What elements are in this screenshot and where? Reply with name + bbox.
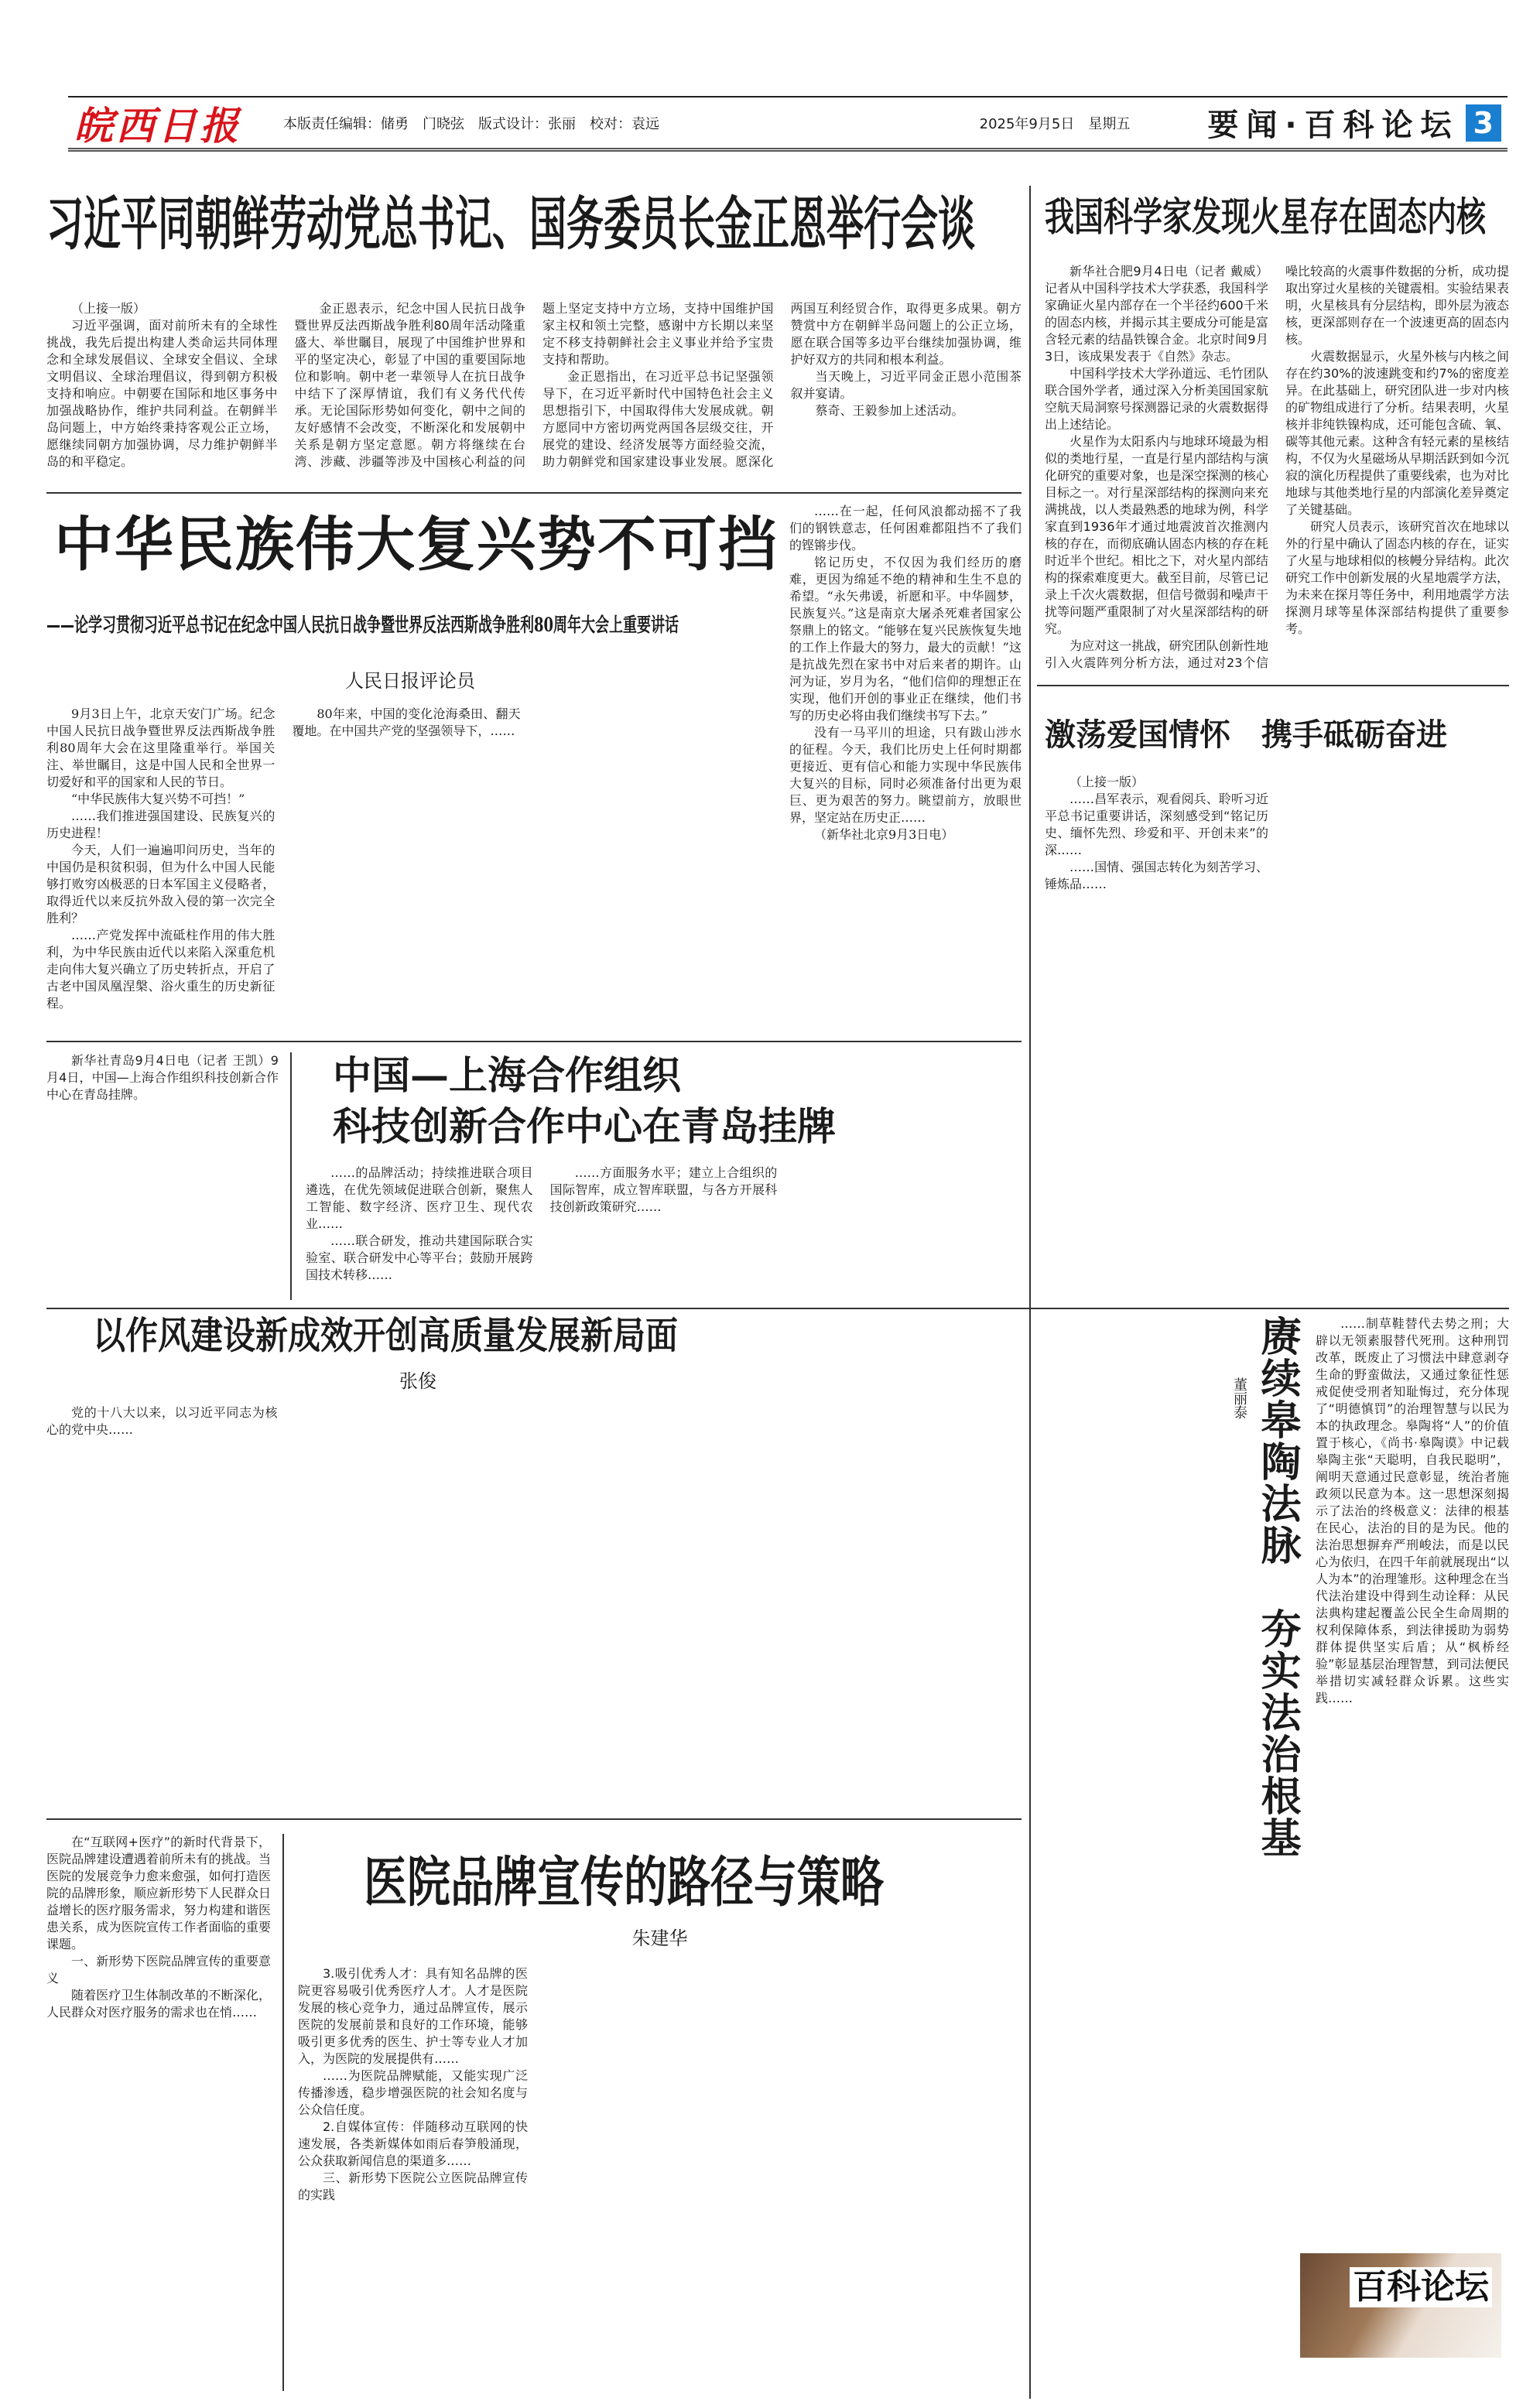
hospital-story-body [298,1965,1022,2391]
editorial-headline: 中华民族伟大复兴势不可挡 [54,510,779,579]
paragraph: 今天，人们一遍遍叩问历史，当年的中国仍是积贫积弱，但为什么中国人民能够打败穷凶极恶的日本军国主义侵略者，取得近代以来反抗外敌入侵的第一次完全胜利？ [46,843,275,925]
paragraph: 三、新形势下医院公立医院品牌宣传的实践 [298,2170,528,2202]
masthead [68,96,1507,152]
mars-story-body [1045,263,1509,673]
editors-credit: 本版责任编辑：储勇 门晓弦 版式设计：张丽 校对：袁远 [283,115,659,132]
paragraph: 新华社青岛9月4日电（记者 王凯）9月4日，中国—上海合作组织科技创新合作中心在青岛挂牌。 [46,1053,279,1102]
paragraph: 没有一马平川的坦途，只有跋山涉水的征程。今天，我们比历史上任何时期都更接近、更有信心和能力实现中华民族伟大复兴的目标，同时必须准备付出更为艰巨、更为艰苦的努力。眺望前方，放眼世界，坚定站在历史正…… [789,725,1022,825]
patriot-story-body [1045,774,1509,1300]
paragraph: 研究人员表示，该研究首次在地球以外的行星中确认了固态内核的存在，证实了火星与地球相似的核幔分异结构。此次研究工作中创新发展的火星地震学方法，为未来在探月等任务中，利用地震学方法探测月球等星体深部结构提供了重要参考。 [1285,519,1509,636]
paragraph: ……的品牌活动；持续推进联合项目遴选，在优先领域促进联合创新，聚焦人工智能、数字经济、医疗卫生、现代农业…… [306,1165,533,1231]
paragraph: 新华社合肥9月4日电（记者 戴威）记者从中国科学技术大学获悉，我国科学家确证火星内部存在一个半径约600千米的固态内核，并揭示其主要成分可能是富含轻元素的结晶铁镍合金。北京时间9月3日，该成果发表于《自然》杂志。 [1045,264,1268,364]
style-story-author: 张俊 [399,1370,436,1392]
paragraph: 为应对这一挑战，研究团队创新性地引入火震阵列分析方法，通过对23个信噪比较高的火震事件数据的分析，成功提取出穿过火星核的关键震相。实验结果表明，火星核具有分层结构，即外层为液态核，更深部则存在一个波速更高的固态内核。 [1045,264,1509,670]
hospital-story-author: 朱建华 [631,1927,688,1949]
paragraph: 党的十八大以来，以习近平同志为核心的党中央…… [46,1405,278,1437]
sco-story-dateline [46,1052,279,1300]
law-story-headline: 赓续皋陶法脉 夯实法治根基 [1254,1315,1301,1859]
hospital-story-intro [46,1834,271,2391]
paragraph: ……产党发挥中流砥柱作用的伟大胜利，为中华民族由近代以来陷入深重危机走向伟大复兴确立了历史转折点，开启了古老中国凤凰涅槃、浴火重生的历史新征程。 [46,928,275,1011]
editorial-author: 人民日报评论员 [345,670,475,692]
paragraph: 习近平强调，面对前所未有的全球性挑战，我先后提出构建人类命运共同体理念和全球发展倡议、全球安全倡议、全球文明倡议、全球治理倡议，得到朝方积极支持和响应。中朝要在国际和地区事务中加强战略协作，维护共同利益。在朝鲜半岛问题上，中方始终秉持客观公正立场，愿继续同朝方加强协调，尽力维护朝鲜半岛的和平稳定。 [46,318,278,469]
sco-story-body [306,1165,1022,1302]
forum-banner-image [1300,2253,1501,2358]
patriot-story-headline: 激荡爱国情怀 携手砥砺奋进 [1045,717,1447,753]
paragraph: ……制草鞋替代去势之刑；大辟以无领素服替代死刑。这种刑罚改革，既废止了习惯法中肆意剥夺生命的野蛮做法，又通过象征性惩戒促使受刑者知耻悔过，充分体现了“明德慎罚”的治理智慧与以民为本的执政理念。皋陶将“人”的价值置于核心，《尚书·皋陶谟》中记载皋陶主张“天聪明，自我民聪明”，阐明天意通过民意彰显，统治者施政须以民意为本。这一思想深刻揭示了法治的终极意义：法律的根基在民心，法治的目的是为民。他的法治思想摒弃严刑峻法，而是以民心为依归，在四千年前就展现出“以人为本”的治理雏形。这种理念在当代法治建设中得到生动诠释：从民法典构建起覆盖公民全生命周期的权利保障体系，到法律援助为弱势群体提供坚实后盾；从“枫桥经验”彰显基层治理智慧，到司法便民举措切实减轻群众诉累。这些实践…… [1316,1316,1509,1705]
paragraph: 在“互联网+医疗”的新时代背景下，医院品牌建设遭遇着前所未有的挑战。当医院的发展竞争力愈来愈强，如何打造医院的品牌形象，顺应新形势下人民群众日益增长的医疗服务需求，努力构建和谐医患关系，成为医院宣传工作者面临的重要课题。 [46,1835,271,1951]
paragraph: 中国科学技术大学孙道远、毛竹团队联合国外学者，通过深入分析美国国家航空航天局洞察号探测器记录的火震数据得出上述结论。 [1045,366,1268,432]
style-story-body [46,1404,1022,1811]
paragraph: 火星作为太阳系内与地球环境最为相似的类地行星，一直是行星内部结构与演化研究的重要对象，也是深空探测的核心目标之一。对行星深部结构的探测向来充满挑战，以人类最熟悉的地球为例，科学家直到1936年才通过地震波首次推测内核的存在，而彻底确认固态内核的存在耗时近半个世纪。相比之下，对火星内部结构的探索难度更大。截至目前，尽管已记录上千次火震数据，但信号微弱和噪声干扰等问题严重限制了对火星深部结构的研究。 [1045,434,1268,636]
paragraph: ……在一起，任何风浪都动摇不了我们的钢铁意志，任何困难都阻挡不了我们的铿锵步伐。 [789,504,1022,552]
paragraph: （上接一版） [1069,775,1145,789]
paragraph: 蔡奇、王毅参加上述活动。 [815,403,964,418]
editorial-body [46,706,766,1031]
sco-headline-line2: 科技创新合作中心在青岛挂牌 [333,1103,836,1149]
top-story-body [46,300,1022,483]
style-story-headline: 以作风建设新成效开创高质量发展新局面 [93,1313,679,1358]
paragraph: 3.吸引优秀人才：具有知名品牌的医院更容易吸引优秀医疗人才。人才是医院发展的核心竞争力，通过品牌宣传，展示医院的发展前景和良好的工作环境，能够吸引更多优秀的医生、护士等专业人才加入，为医院的发展提供有…… [298,1966,528,2066]
editorial-side-column [789,503,1022,1033]
paragraph: ……昌军表示，观看阅兵、聆听习近平总书记重要讲话，深刻感受到“铭记历史、缅怀先烈、珍爱和平、开创未来”的深…… [1045,792,1268,857]
page-number-badge: 3 [1466,104,1501,142]
paragraph: ……方面服务水平；建立上合组织的国际智库，成立智库联盟，与各方开展科技创新政策研究…… [549,1165,778,1214]
law-story-author: 董丽泰 [1231,1377,1247,1419]
paragraph: “中华民族伟大复兴势不可挡！” [71,792,245,806]
paragraph: （新华社北京9月3日电） [814,827,954,842]
paragraph: 金正恩表示，纪念中国人民抗日战争暨世界反法西斯战争胜利80周年活动隆重盛大、举世瞩目，展现了中国维护世界和平的坚定决心，彰显了中国的重要国际地位和影响。朝中老一辈领导人在抗日战争中结下了深厚情谊，我们有义务代代传承。无论国际形势如何变化，朝中之间的友好感情不会改变，不断深化和发展朝中关系是朝方坚定意愿。朝方将继续在台湾、涉藏、涉疆等涉及中国核心利益的问题上坚定支持中方立场，支持中国维护国家主权和领土完整，感谢中方长期以来坚定不移支持朝鲜社会主义事业并给予宝贵支持和帮助。 [294,301,774,469]
paragraph: 随着医疗卫生体制改革的不断深化，人民群众对医疗服务的需求也在悄…… [46,1988,271,2020]
paragraph: 80年来，中国的变化沧海桑田、翻天覆地。在中国共产党的坚强领导下，…… [292,706,521,738]
paragraph: ……我们推进强国建设、民族复兴的历史进程！ [46,809,275,840]
law-story-body [1316,1315,1509,2236]
paragraph: 火震数据显示，火星外核与内核之间存在约30%的波速跳变和约7%的密度差异。在此基础上，研究团队进一步对内核的矿物组成进行了分析。结果表明，火星核并非纯铁镍构成，还可能包含硫、氧、碳等其他元素。这种含有轻元素的星核结构，不仅为火星磁场从早期活跃到如今沉寂的演化历程提供了重要线索，也为对比地球与其他类地行星的内部演化差异奠定了关键基础。 [1285,349,1509,517]
section-title: 要闻·百科论坛 [1207,108,1460,143]
paragraph: ……为医院品牌赋能，又能实现广泛传播渗透，稳步增强医院的社会知名度与公众信任度。 [298,2068,528,2117]
paragraph: 当天晚上，习近平同金正恩小范围茶叙并宴请。 [790,369,1022,401]
mars-story-headline: 我国科学家发现火星存在固态内核 [1045,193,1487,241]
forum-banner-label: 百科论坛 [1350,2267,1492,2307]
top-story-headline: 习近平同朝鲜劳动党总书记、国务委员长金正恩举行会谈 [46,190,976,258]
editorial-subtitle: ——论学习贯彻习近平总书记在纪念中国人民抗日战争暨世界反法西斯战争胜利80周年大会上重要讲话 [46,614,679,637]
paragraph: ……联合研发，推动共建国际联合实验室、联合研发中心等平台；鼓励开展跨国技术转移…… [306,1233,533,1282]
paragraph: 金正恩指出，在习近平总书记坚强领导下，在习近平新时代中国特色社会主义思想指引下，中国取得伟大发展成就。朝方愿同中方密切两党两国各层级交往，开展党的建设、经济发展等方面经验交流，助力朝鲜党和国家建设事业发展。愿深化两国互利经贸合作，取得更多成果。朝方赞赏中方在朝鲜半岛问题上的公正立场，愿在联合国等多边平台继续加强协调，维护好双方的共同和根本利益。 [542,301,1022,469]
paragraph: 铭记历史，不仅因为我们经历的磨难，更因为绵延不绝的精神和生生不息的希望。“永矢弗谖，祈愿和平。中华圆梦，民族复兴。”这是南京大屠杀死难者国家公祭鼎上的铭文。“能够在复兴民族恢复失地的工作上作最大的努力，最大的贡献！”这是抗战先烈在家书中对后来者的期许。山河为证，岁月为名，“他们信仰的理想正在实现，他们开创的事业正在继续，他们书写的历史必将由我们继续书写下去。” [789,555,1022,723]
paragraph: 2.自媒体宣传：伴随移动互联网的快速发展，各类新媒体如雨后春笋般涌现，公众获取新闻信息的渠道多…… [298,2119,528,2168]
issue-date: 2025年9月5日 星期五 [979,115,1131,132]
paragraph: ……国情、强国志转化为刻苦学习、锤炼品…… [1045,860,1268,891]
sco-headline-line1: 中国—上海合作组织 [333,1052,681,1098]
hospital-story-headline: 医院品牌宣传的路径与策略 [364,1850,884,1914]
newspaper-logo: 皖西日报 [74,102,241,149]
paragraph: 一、新形势下医院品牌宣传的重要意义 [46,1954,271,1986]
paragraph: 9月3日上午，北京天安门广场。纪念中国人民抗日战争暨世界反法西斯战争胜利80周年大会在这里隆重举行。举国关注、举世瞩目，这是中国人民和全世界一切爱好和平的国家和人民的节日。 [46,706,275,789]
paragraph: （上接一版） [71,301,146,316]
